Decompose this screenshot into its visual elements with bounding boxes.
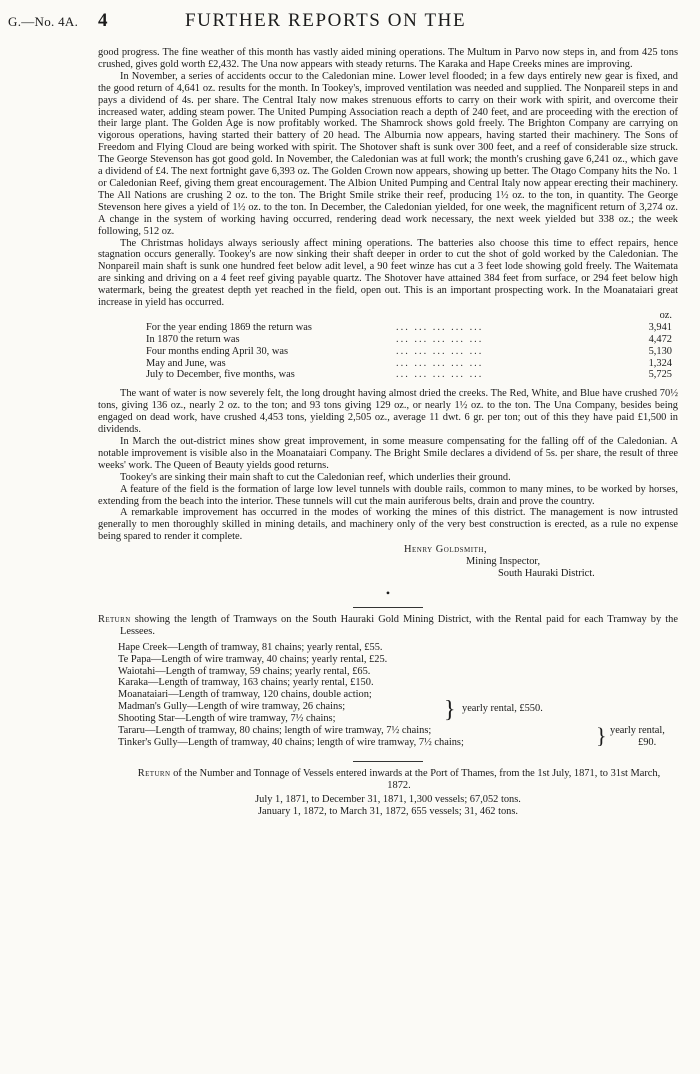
return-lead: Return bbox=[137, 767, 171, 779]
signatory-title: Mining Inspector, bbox=[466, 556, 541, 568]
tramway-line: Tararu—Length of tramway, 80 chains; length of wire tramway, 7½ chains; bbox=[118, 725, 432, 737]
tramway-line: Tinker's Gully—Length of tramway, 40 chains; length of wire tramway, 7½ chains; bbox=[118, 736, 464, 748]
return-heading-text: showing the length of Tramways on the South Hauraki Gold Mining District, with the Rental paid for each Tramway by the Lessees. bbox=[120, 613, 678, 637]
yield-label: In 1870 the return was bbox=[146, 333, 240, 345]
section-bullet: • bbox=[385, 585, 391, 600]
yield-table bbox=[98, 310, 678, 381]
yield-value: 3,941 bbox=[648, 321, 672, 333]
signature-block bbox=[98, 544, 678, 580]
return-lead: Return bbox=[98, 613, 131, 625]
paragraph: good progress. The fine weather of this month has vastly aided mining operations. The Multum in Parvo now steps in, and from 425 tons crushed, gives gold worth £2,432. The Una now appears with steady returns. The Karaka and Hape Creeks mines are improving. bbox=[98, 47, 678, 70]
yield-label: July to December, five months, was bbox=[146, 369, 295, 381]
yield-value: 1,324 bbox=[648, 357, 672, 369]
paragraph: A remarkable improvement has occurred in the modes of working the mines of this district. The management is now intrusted generally to men thoroughly skilled in mining details, and machinery only of the very best construction is erected, as a rule no expense being spared to render it complete. bbox=[98, 507, 678, 543]
paragraph: Tookey's are sinking their main shaft to cut the Caledonian reef, which underlies their ground. bbox=[120, 471, 511, 483]
paragraph: The Christmas holidays always seriously affect mining operations. The batteries also choose this time to effect repairs, hence stagnation occurs generally. Tookey's are now sinking their shaft deeper in order to cut the shot of gold worked by the Caledonian. The Nonpareil main shaft is sunk one hundred feet below adit level, a 90 feet winze has cut a 3 feet lode showing gold freely. The Waitemata are sinking and driving on a 4 feet reef giving payable quartz. The Shotover have attained 384 feet from surface, or 294 feet below high watermark, being the greatest depth yet reached in the field, open out. This is an important prospecting work. In the Moanataiari great increase in yield has occurred. bbox=[98, 237, 678, 309]
tramway-group bbox=[118, 725, 678, 749]
paragraph: In March the out-district mines show great improvement, in some measure compensating for the falling off of the Caledonian. A notable improvement is visible also in the Moanataiari Company. The Bright Smile declares a dividend of 5s. per share, the result of three weeks' work. The Queen of Beauty yields good returns. bbox=[98, 436, 678, 471]
leader-dots: ... ... ... ... ... bbox=[396, 321, 484, 333]
tramway-return-heading bbox=[98, 614, 678, 638]
leader-dots: ... ... ... ... ... bbox=[396, 357, 484, 369]
tramway-line: Shooting Star—Length of wire tramway, 7½ chains; bbox=[118, 713, 336, 725]
tramway-line: Moanataiari—Length of tramway, 120 chains, double action; bbox=[118, 689, 372, 701]
leader-dots: ... ... ... ... ... bbox=[396, 369, 484, 381]
tramway-list bbox=[118, 642, 678, 749]
yield-label: For the year ending 1869 the return was bbox=[146, 321, 312, 333]
yield-row bbox=[98, 334, 678, 346]
brace-icon: } bbox=[596, 723, 607, 749]
vessels-line: January 1, 1872, to March 31, 1872, 655 vessels; 31, 462 tons. bbox=[257, 805, 519, 817]
group-rental: yearly rental, bbox=[610, 725, 665, 737]
group-rental-amount: £90. bbox=[638, 737, 657, 749]
yield-label: May and June, was bbox=[146, 357, 226, 369]
paragraph: In November, a series of accidents occur to the Caledonian mine. Lower level flooded; in a few days entirely new gear is fixed, and the good return of 4,641 oz. results for the month. In Tookey's, improved ventilation was needed and supplied. The Nonpareil steps in and pays a dividend of 4s. per share. The Central Italy now makes strenuous efforts to carry on their work with spirit, and overcome their increased water, adding steam power. The United Pumping Association reach a depth of 240 feet, and are proceeding with the erection of their large plant. The Golden Age is now profitably worked. The Shamrock shows gold freely. The Brighton Company are carrying on vigorous operations, having started their battery of 20 head. The Alburnia now appears, having started their machinery. The Sons of Freedom and Flying Cloud are being worked with spirit. The Shotover shaft is sunk over 300 feet, and a reef of considerable size struck. The George Stevenson has got good gold. In November, the Caledonian was at full work; the month's crushing gave 6,241 oz., which gave a dividend of £4. The next fortnight gave 6,393 oz. The Golden Crown now appears, showing up better. The Otago Company hits the No. 1 or Caledonian Reef, giving them great encouragement. The Albion United Pumping and Central Italy now appear erecting their machinery. The All Nations are crushing 2 oz. to the ton. The Bright Smile strike their reef, producing 1½ oz. to the ton, in quantity. The George Stevenson here gives a yield of 1½ oz. to the ton. In December, the Caledonian yielded, for one week, the magnificent return of 3,274 oz. A change in the system of working having occurred, rendering dead work necessary, the next week yielded but 338 oz.; the week following, 512 oz. bbox=[98, 70, 678, 237]
page-number: 4 bbox=[98, 10, 108, 31]
tramway-line: Hape Creek—Length of tramway, 81 chains; yearly rental, £55. bbox=[118, 641, 383, 653]
brace-icon: } bbox=[444, 697, 456, 724]
vessels-return-heading bbox=[98, 768, 678, 792]
section-divider bbox=[353, 761, 423, 762]
vessels-list bbox=[98, 794, 678, 818]
tramway-line: Te Papa—Length of wire tramway, 40 chains; yearly rental, £25. bbox=[118, 653, 388, 665]
yield-row bbox=[98, 346, 678, 358]
tramway-line: Waiotahi—Length of tramway, 59 chains; yearly rental, £65. bbox=[118, 665, 371, 677]
yield-value: 5,725 bbox=[648, 369, 672, 381]
section-divider bbox=[353, 607, 423, 608]
vessels-line: July 1, 1871, to December 31, 1871, 1,300 vessels; 67,052 tons. bbox=[255, 793, 521, 805]
leader-dots: ... ... ... ... ... bbox=[396, 345, 484, 357]
running-header bbox=[0, 8, 700, 36]
return-heading-text: of the Number and Tonnage of Vessels entered inwards at the Port of Thames, from the 1st July, 1871, to 31st March, 1872. bbox=[173, 767, 661, 791]
yield-row bbox=[98, 369, 678, 381]
report-body bbox=[98, 47, 678, 817]
yield-unit: oz. bbox=[659, 309, 672, 321]
yield-value: 4,472 bbox=[648, 333, 672, 345]
yield-row bbox=[98, 322, 678, 334]
signatory-name: Henry Goldsmith, bbox=[404, 544, 488, 556]
yield-label: Four months ending April 30, was bbox=[146, 345, 289, 357]
paper-reference: G.—No. 4A. bbox=[8, 14, 79, 29]
yield-value: 5,130 bbox=[648, 345, 672, 357]
signatory-district: South Hauraki District. bbox=[498, 567, 595, 579]
tramway-line: Madman's Gully—Length of wire tramway, 26 chains; bbox=[118, 701, 346, 713]
tramway-group bbox=[118, 689, 678, 725]
leader-dots: ... ... ... ... ... bbox=[396, 333, 484, 345]
running-title: FURTHER REPORTS ON THE bbox=[185, 10, 467, 31]
paragraph: The want of water is now severely felt, the long drought having almost dried the creeks. The Red, White, and Blue have crushed 70½ tons, giving 136 oz., nearly 2 oz. to the ton; and 93 tons giving 129 oz., or nearly 1½ oz. to the ton. The Una Company, besides being engaged on dead work, have crushed 4,453 tons, yielding 2,505 oz., average 11 dwt. 6 gr. per ton; out of this they have paid £1,500 in dividends. bbox=[98, 388, 678, 436]
yield-row bbox=[98, 358, 678, 370]
tramway-line: Karaka—Length of tramway, 163 chains; yearly rental, £150. bbox=[118, 677, 374, 689]
group-rental: yearly rental, £550. bbox=[462, 703, 543, 715]
paragraph: A feature of the field is the formation of large low level tunnels with double rails, common to many mines, to be worked by horses, extending from the beach into the interior. These tunnels will cut the main auriferous belts, drain and prove the country. bbox=[98, 483, 678, 507]
